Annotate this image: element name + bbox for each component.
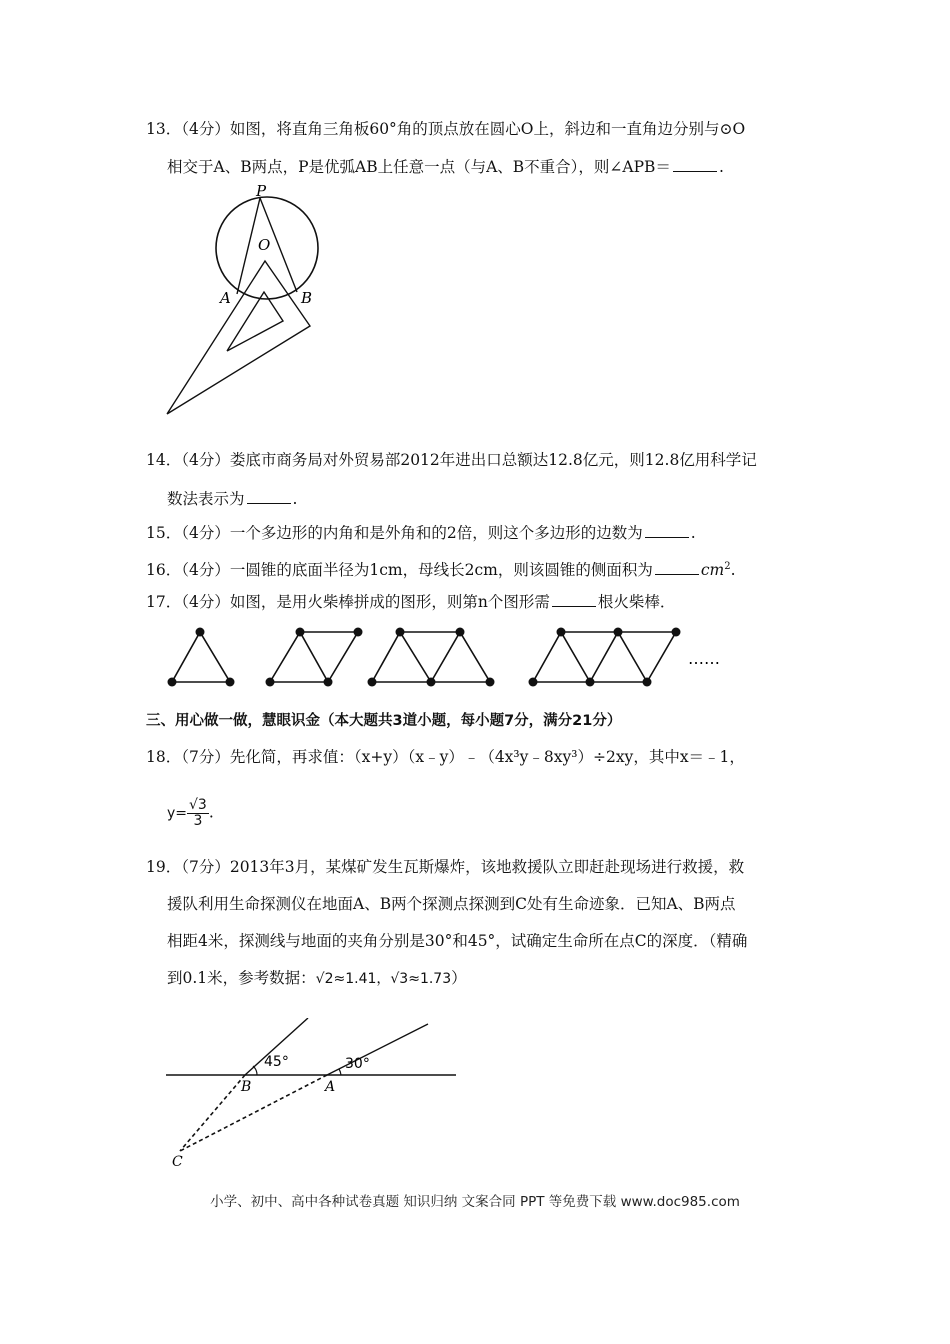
q19-label-a: A <box>325 1079 336 1095</box>
q19-dashed-bc <box>180 1075 245 1151</box>
q18-line1: 18．（7分）先化简，再求值：（x+y）（x﹣y）﹣（4x³y﹣8xy³）÷2xy，其中x＝﹣1， <box>146 748 745 766</box>
q17-text: 17．（4分）如图，是用火柴棒拼成的图形，则第n个图形需 <box>146 593 550 611</box>
page-footer: 小学、初中、高中各种试卷真题 知识归纳 文案合同 PPT 等免费下载 www.doc985.com <box>210 1194 740 1210</box>
q13-figure <box>150 180 330 420</box>
q18-end: . <box>208 803 214 822</box>
q13-answer-blank <box>673 157 717 172</box>
q13-triangle-ruler-inner <box>227 292 283 351</box>
q17-line <box>146 591 675 613</box>
q19-line4-text: 到0.1米，参考数据： <box>167 969 316 987</box>
q17-shape-1 <box>172 632 230 682</box>
q17-shape-4 <box>533 632 676 682</box>
q13-line2 <box>167 156 724 178</box>
q13-label-o: O <box>258 236 271 254</box>
q16-answer-blank <box>655 560 699 575</box>
q19-dashed-ac <box>180 1075 327 1151</box>
q19-line4-end: ） <box>451 969 467 987</box>
q13-triangle-ruler-outer <box>167 261 313 414</box>
q14-line2-end: . <box>292 490 298 508</box>
q19-reference-data: √2≈1.41，√3≈1.73 <box>315 971 452 987</box>
q19-label-c: C <box>172 1154 183 1170</box>
section3-title: 三、用心做一做，慧眼识金（本大题共3道小题，每小题7分，满分21分） <box>146 713 622 729</box>
q19-line1: 19．（7分）2013年3月，某煤矿发生瓦斯爆炸，该地救援队立即赶赴现场进行救援，救 <box>146 858 745 876</box>
q17-ellipsis: …… <box>688 649 720 668</box>
q19-arc-30 <box>339 1069 341 1075</box>
q17-answer-blank <box>552 592 596 607</box>
q18-fraction <box>187 798 209 829</box>
q15-text: 15．（4分）一个多边形的内角和是外角和的2倍，则这个多边形的边数为 <box>146 524 643 542</box>
q16-unit: cm <box>700 561 725 580</box>
q17-end: 根火柴棒． <box>597 593 676 611</box>
q18-line2 <box>167 798 214 829</box>
q17-shape-3 <box>372 632 490 682</box>
q19-figure <box>160 1018 470 1173</box>
q19-arc-45 <box>253 1066 257 1075</box>
q17-shape-2 <box>270 632 358 682</box>
q19-label-b: B <box>241 1079 252 1095</box>
q19-label-45: 45° <box>264 1054 289 1070</box>
q14-answer-blank <box>247 489 291 504</box>
q19-line4 <box>167 967 467 990</box>
q19-line3: 相距4米，探测线与地面的夹角分别是30°和45°，试确定生命所在点C的深度．（精确 <box>167 932 748 950</box>
q13-chord-pa <box>237 198 260 294</box>
q18-fraction-num: √3 <box>189 797 207 813</box>
q13-label-b: B <box>301 289 313 307</box>
q18-fraction-den: 3 <box>193 813 203 829</box>
q16-unit-sup: 2 <box>724 561 731 572</box>
q13-label-p: P <box>256 182 267 200</box>
q16-end: . <box>730 561 736 580</box>
q19-ray-a <box>327 1024 428 1075</box>
q19-label-30: 30° <box>345 1056 370 1072</box>
q19-line2: 援队利用生命探测仪在地面A、B两个探测点探测到C处有生命迹象．已知A、B两点 <box>167 895 736 913</box>
q15-answer-blank <box>645 523 689 538</box>
q17-shape-1-dots <box>168 628 235 687</box>
q18-y-prefix: y= <box>167 805 188 822</box>
q17-figure <box>160 622 740 692</box>
q13-line1: 13．（4分）如图，将直角三角板60°角的顶点放在圆心O上，斜边和一直角边分别与⊙O <box>146 120 746 138</box>
q14-line2 <box>167 488 297 510</box>
q13-label-a: A <box>220 289 231 307</box>
q15-end: . <box>690 524 696 542</box>
q13-line2-text: 相交于A、B两点，P是优弧AB上任意一点（与A、B不重合），则∠APB＝ <box>167 158 671 176</box>
q16-text: 16．（4分）一圆锥的底面半径为1cm，母线长2cm，则该圆锥的侧面积为 <box>146 561 653 580</box>
q15-line <box>146 522 696 544</box>
q16-line <box>146 556 736 581</box>
q13-line2-end: . <box>718 158 724 176</box>
q14-line2-text: 数法表示为 <box>167 490 245 508</box>
q14-line1: 14．（4分）娄底市商务局对外贸易部2012年进出口总额达12.8亿元，则12.8亿用科学记 <box>146 451 757 469</box>
